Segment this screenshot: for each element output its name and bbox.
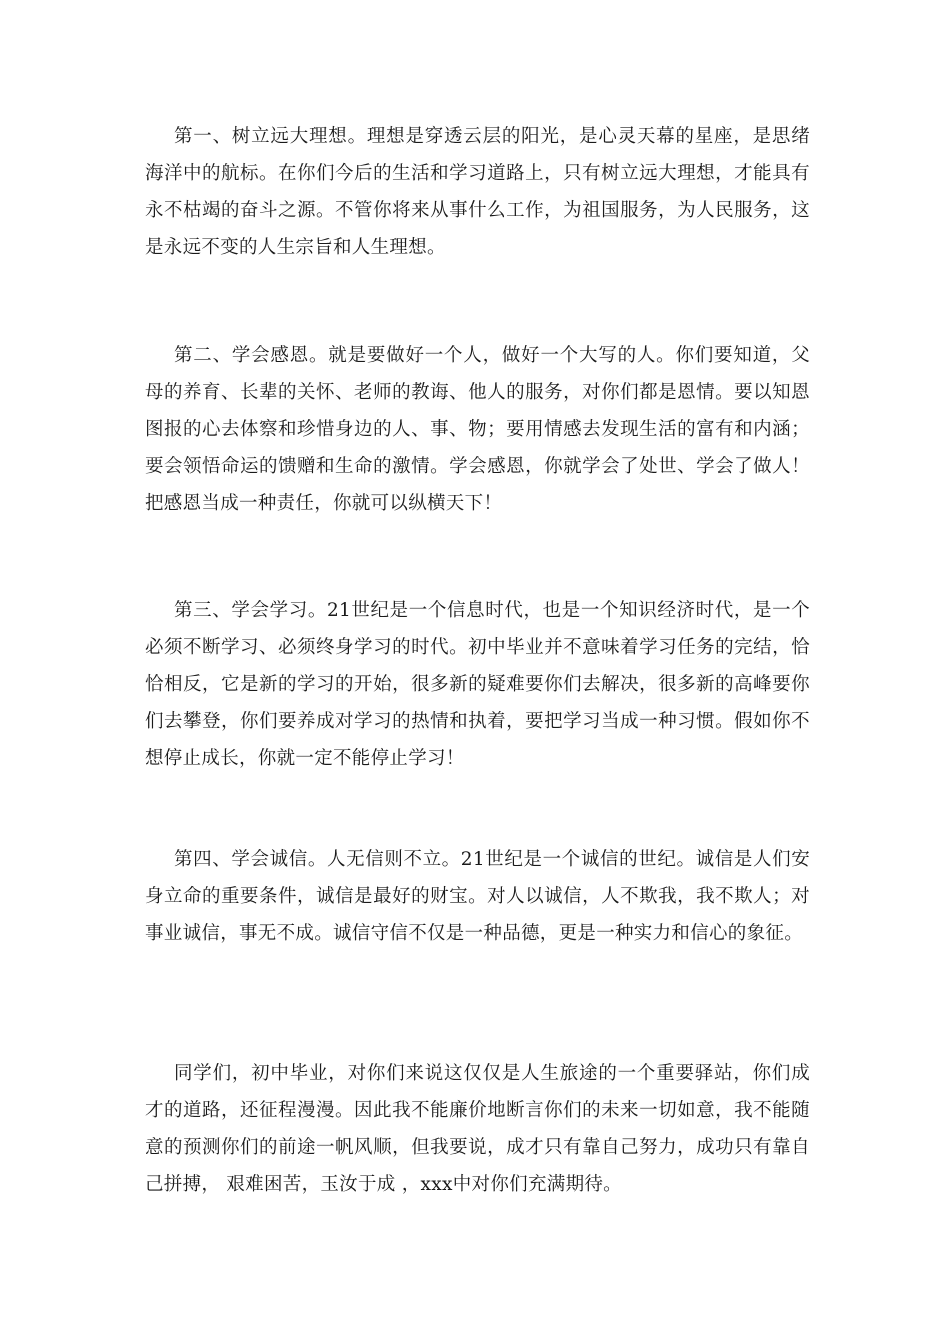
paragraph-integrity: 第四、学会诚信。人无信则不立。21世纪是一个诚信的世纪。诚信是人们安身立命的重要条件，诚信是最好的财宝。对人以诚信，人不欺我，我不欺人；对事业诚信，事无不成。诚信守信不仅是一种品德，更是一种实力和信心的象征。	[145, 849, 810, 944]
paragraph-closing: 同学们，初中毕业，对你们来说这仅仅是人生旅途的一个重要驿站，你们成才的道路，还征程漫漫。因此我不能廉价地断言你们的未来一切如意，我不能随意的预测你们的前途一帆风顺，但我要说，成才只有靠自己努力，成功只有靠自己拼搏， 艰难困苦，玉汝于成 ，xxx中对你们充满期待。	[145, 1063, 810, 1195]
paragraph-ideal: 第一、树立远大理想。理想是穿透云层的阳光，是心灵天幕的星座，是思绪海洋中的航标。在你们今后的生活和学习道路上，只有树立远大理想，才能具有永不枯竭的奋斗之源。不管你将来从事什么工作，为祖国服务，为人民服务，这是永远不变的人生宗旨和人生理想。	[145, 126, 810, 258]
paragraph-gratitude: 第二、学会感恩。就是要做好一个人，做好一个大写的人。你们要知道，父母的养育、长辈的关怀、老师的教诲、他人的服务，对你们都是恩情。要以知恩图报的心去体察和珍惜身边的人、事、物；要用情感去发现生活的富有和内涵；要会领悟命运的馈赠和生命的激情。学会感恩，你就学会了处世、学会了做人！把感恩当成一种责任，你就可以纵横天下！	[145, 345, 810, 514]
paragraph-learning: 第三、学会学习。21世纪是一个信息时代，也是一个知识经济时代，是一个必须不断学习、必须终身学习的时代。初中毕业并不意味着学习任务的完结，恰恰相反，它是新的学习的开始，很多新的疑难要你们去解决，很多新的高峰要你们去攀登，你们要养成对学习的热情和执着，要把学习当成一种习惯。假如你不想停止成长，你就一定不能停止学习！	[145, 600, 810, 769]
